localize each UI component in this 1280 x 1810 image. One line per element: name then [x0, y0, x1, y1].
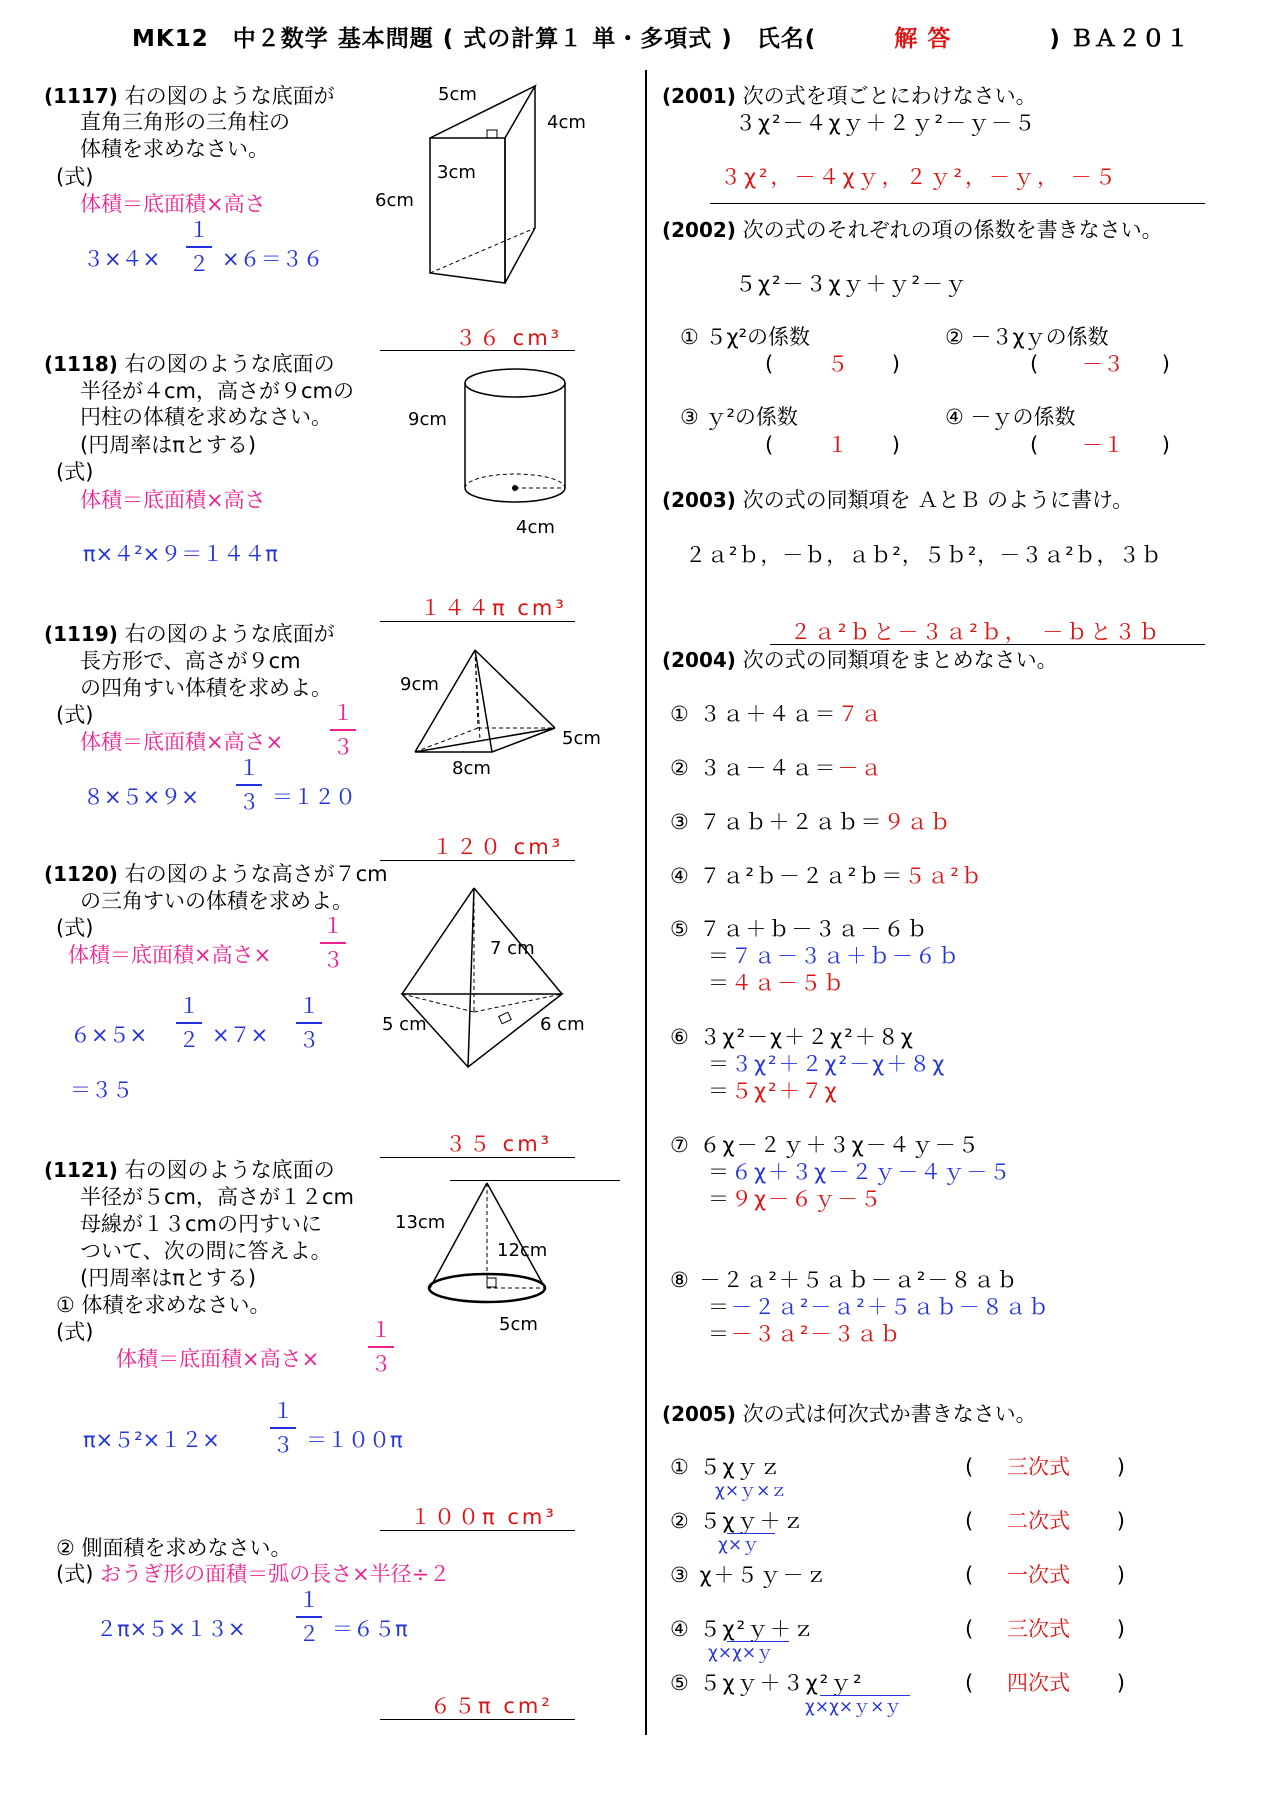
q1117-calc-b: ×６＝３６	[222, 247, 324, 271]
q1118-shiki: (式)	[56, 460, 94, 484]
triangular-pyramid-figure	[382, 882, 602, 1082]
q2001-answer-line	[710, 203, 1205, 204]
q2004-answer8: ＝－３ａ²－３ａｂ	[708, 1322, 903, 1346]
q1121-line5: (円周率はπとする)	[80, 1266, 257, 1290]
q2004-item3: ③ ７ａｂ＋２ａｂ＝９ａｂ	[670, 810, 953, 834]
q2005-answer3: ( 一次式 )	[965, 1563, 1125, 1587]
q2003-question: (2003) 次の式の同類項を ＡとＢ のように書け。	[662, 488, 1134, 512]
cone-label-12cm: 12cm	[497, 1240, 548, 1261]
q2002-item1: ① ５χ²の係数	[680, 325, 811, 349]
q2005-item4: ④ ５χ²ｙ＋ｚ	[670, 1617, 817, 1641]
q1117-line3: 体積を求めなさい。	[80, 137, 269, 161]
q1117-formula: 体積＝底面積×高さ	[80, 192, 266, 216]
q1117-answer-line	[380, 350, 575, 351]
q2004-work8: ＝－２ａ²－ａ²＋５ａｂ－８ａｂ	[708, 1295, 1051, 1319]
q1118-line2: 半径が４cm，高さが９cmの	[80, 379, 355, 403]
tpyramid-label-6cm: 6 cm	[540, 1014, 585, 1035]
q1119-line3: の四角すい体積を求めよ。	[80, 676, 332, 700]
q1119-calc-b: ＝１２０	[272, 785, 356, 809]
q2001-question: (2001) 次の式を項ごとにわけなさい。	[662, 84, 1037, 108]
q1121-line4: ついて、次の問に答えよ。	[80, 1239, 332, 1263]
q1119-formula: 体積＝底面積×高さ×	[80, 730, 284, 754]
q1121-calc2-b: ＝６５π	[332, 1617, 408, 1641]
q2002-item3: ③ ｙ²の係数	[680, 405, 798, 429]
q2004-item7: ⑦ ６χ－２ｙ＋３χ－４ｙ－５	[670, 1133, 981, 1157]
square-pyramid-figure	[400, 640, 600, 780]
q1121-formula-fraction: １ ３	[368, 1320, 394, 1375]
cylinder-figure	[408, 365, 578, 545]
q1120-shiki: (式)	[56, 916, 94, 940]
q1117-line2: 直角三角形の三角柱の	[80, 110, 290, 134]
column-divider	[645, 70, 647, 1735]
q2005-underline4	[727, 1641, 789, 1642]
header-title: MK12 中２数学 基本問題 ( 式の計算１ 単・多項式 ) 氏名(	[132, 26, 817, 52]
q1120-answer-line	[380, 1157, 575, 1158]
q2005-hint5: χ×χ×ｙ×ｙ	[805, 1697, 902, 1717]
cone-label-13cm: 13cm	[395, 1212, 446, 1233]
q2003-answer: ２ａ²ｂと－３ａ²ｂ， －ｂと３ｂ	[790, 620, 1163, 644]
q1119-answer: １２０ cm³	[432, 835, 564, 859]
q1120-calc-a: ６×５×	[70, 1023, 148, 1047]
q1121-answer2: ６５π cm²	[430, 1694, 553, 1718]
q1120-calc-c: ＝３５	[70, 1078, 133, 1102]
q1121-answer1-line	[380, 1530, 575, 1531]
q1119-answer-line	[380, 860, 575, 861]
q2005-item1: ① ５χｙｚ	[670, 1455, 783, 1479]
q2002-answer2: ( －３ )	[1030, 352, 1170, 376]
q2005-answer4: ( 三次式 )	[965, 1617, 1125, 1641]
q1119-calc-fraction: １ ３	[236, 758, 262, 813]
q1117-shiki: (式)	[56, 165, 94, 189]
q1119-formula-fraction: １ ３	[330, 703, 356, 758]
q2003-expression: ２ａ²ｂ，－ｂ，ａｂ²，５ｂ²，－３ａ²ｂ，３ｂ	[685, 543, 1163, 567]
q2005-hint2: χ×ｙ	[718, 1535, 760, 1555]
q1121-line3: 母線が１３cmの円すいに	[80, 1212, 323, 1236]
cone-figure	[395, 1178, 595, 1338]
q2002-answer4: ( －１ )	[1030, 433, 1170, 457]
q1121-line2: 半径が５cm，高さが１２cm	[80, 1185, 355, 1209]
q1118-formula: 体積＝底面積×高さ	[80, 488, 266, 512]
q1120-formula-fraction: １ ３	[320, 916, 346, 971]
q1121-shiki: (式)	[56, 1320, 94, 1344]
q2003-answer-line	[770, 644, 1205, 645]
q1121-part2: ② 側面積を求めなさい。	[56, 1536, 292, 1560]
q2002-answer1: ( ５ )	[765, 352, 900, 376]
q1119-shiki: (式)	[56, 703, 94, 727]
answer-mark: 解 答	[894, 26, 952, 52]
q1121-line1: (1121) 右の図のような底面の	[44, 1158, 335, 1182]
q2004-item8: ⑧ －２ａ²＋５ａｂ－ａ²－８ａｂ	[670, 1268, 1020, 1292]
q2002-item4: ④ －ｙの係数	[945, 405, 1076, 429]
q1121-answer1: １００π cm³	[410, 1505, 557, 1529]
q2004-item2: ② ３ａ－４ａ＝－ａ	[670, 756, 884, 780]
header-code: ) ＢＡ２０１	[1049, 26, 1190, 52]
q1120-line1: (1120) 右の図のような高さが７cm	[44, 862, 388, 886]
q2004-work5: ＝７ａ－３ａ＋ｂ－６ｂ	[708, 944, 961, 968]
q2004-answer5: ＝４ａ－５ｂ	[708, 971, 846, 995]
q2005-answer1: ( 三次式 )	[965, 1455, 1125, 1479]
q2001-answer: ３χ²，－４χｙ，２ｙ²，－ｙ， －５	[720, 165, 1119, 189]
q1119-line1: (1119) 右の図のような底面が	[44, 622, 335, 646]
q1120-calc-fraction2: １ ３	[296, 996, 322, 1051]
q1118-answer-line	[380, 621, 575, 622]
q1120-line2: の三角すいの体積を求めよ。	[80, 889, 353, 913]
tpyramid-label-7cm: 7 cm	[490, 938, 535, 959]
q2004-item4: ④ ７ａ²ｂ－２ａ²ｂ＝５ａ²ｂ	[670, 864, 984, 888]
q1121-calc-b: ＝１００π	[306, 1428, 403, 1452]
q2005-underline2	[727, 1533, 775, 1534]
q2002-expression: ５χ²－３χｙ＋ｙ²－ｙ	[735, 272, 969, 296]
cylinder-label-4cm: 4cm	[516, 517, 555, 538]
q2005-hint4: χ×χ×ｙ	[708, 1643, 774, 1663]
q1121-calc2-fraction: １ ２	[296, 1590, 322, 1645]
q2004-work7: ＝６χ＋３χ－２ｙ－４ｙ－５	[708, 1160, 1013, 1184]
prism-label-3cm: 3cm	[437, 162, 476, 183]
q2005-hint1: χ×ｙ×ｚ	[715, 1481, 788, 1501]
q2005-item5: ⑤ ５χｙ＋３χ²ｙ²	[670, 1671, 864, 1695]
q2002-answer3: ( １ )	[765, 433, 900, 457]
q2004-question: (2004) 次の式の同類項をまとめなさい。	[662, 648, 1058, 672]
q1118-calc: π×４²×９＝１４４π	[83, 542, 278, 566]
q1117-line1: (1117) 右の図のような底面が	[44, 84, 335, 108]
q2004-work6: ＝３χ²＋２χ²－χ＋８χ	[708, 1052, 947, 1076]
q1118-line4: (円周率はπとする)	[80, 433, 257, 457]
q1118-line3: 円柱の体積を求めなさい。	[80, 405, 332, 429]
q2005-answer5: ( 四次式 )	[965, 1671, 1125, 1695]
q2001-expression: ３χ²－４χｙ＋２ｙ²－ｙ－５	[735, 111, 1038, 135]
triangular-prism-figure	[375, 78, 595, 298]
pyramid-label-8cm: 8cm	[452, 758, 491, 779]
q2005-item3: ③ χ＋５ｙ－ｚ	[670, 1563, 829, 1587]
q2004-item5: ⑤ ７ａ＋ｂ－３ａ－６ｂ	[670, 917, 930, 941]
q2005-underline5	[820, 1695, 910, 1696]
q1118-answer: １４４π cm³	[420, 596, 567, 620]
q1121-calc-fraction: １ ３	[270, 1401, 296, 1456]
q1117-fraction: １ ２	[186, 220, 212, 275]
q2004-item6: ⑥ ３χ²－χ＋２χ²＋８χ	[670, 1025, 915, 1049]
q2004-item1: ① ３ａ＋４ａ＝７ａ	[670, 702, 884, 726]
q1120-calc-fraction1: １ ２	[176, 996, 202, 1051]
q2005-question: (2005) 次の式は何次式か書きなさい。	[662, 1402, 1037, 1426]
tpyramid-label-5cm: 5 cm	[382, 1014, 427, 1035]
q2002-question: (2002) 次の式のそれぞれの項の係数を書きなさい。	[662, 218, 1163, 242]
q1121-shiki2: (式) おうぎ形の面積＝弧の長さ×半径÷２	[56, 1562, 451, 1586]
q1120-formula: 体積＝底面積×高さ×	[68, 943, 272, 967]
q1119-calc-a: ８×５×９×	[83, 785, 199, 809]
q1120-answer: ３５ cm³	[445, 1132, 553, 1156]
q1121-answer2-line	[380, 1719, 575, 1720]
q2005-answer2: ( 二次式 )	[965, 1509, 1125, 1533]
q1121-calc-a: π×５²×１２×	[83, 1428, 220, 1452]
pyramid-label-5cm: 5cm	[562, 728, 601, 749]
q1121-calc2-a: ２π×５×１３×	[96, 1617, 246, 1641]
q2005-item2: ② ５χｙ＋ｚ	[670, 1509, 806, 1533]
q2002-item2: ② －３χｙの係数	[945, 325, 1109, 349]
cylinder-label-9cm: 9cm	[408, 409, 447, 430]
q1118-line1: (1118) 右の図のような底面の	[44, 352, 335, 376]
prism-label-5cm: 5cm	[438, 84, 477, 105]
prism-label-4cm: 4cm	[547, 112, 586, 133]
worksheet-header	[132, 26, 1190, 52]
q1117-calc-a: ３×４×	[83, 247, 161, 271]
q1119-line2: 長方形で、高さが９cm	[80, 649, 301, 673]
q2004-answer7: ＝９χ－６ｙ－５	[708, 1187, 884, 1211]
q1117-answer: ３６ cm³	[455, 326, 563, 350]
prism-label-6cm: 6cm	[375, 190, 414, 211]
cone-label-5cm: 5cm	[499, 1314, 538, 1335]
q2004-answer6: ＝５χ²＋７χ	[708, 1079, 839, 1103]
q1121-formula: 体積＝底面積×高さ×	[116, 1347, 320, 1371]
pyramid-label-9cm: 9cm	[400, 674, 439, 695]
q1121-part1: ① 体積を求めなさい。	[56, 1293, 271, 1317]
q1120-calc-b: ×７×	[212, 1023, 269, 1047]
